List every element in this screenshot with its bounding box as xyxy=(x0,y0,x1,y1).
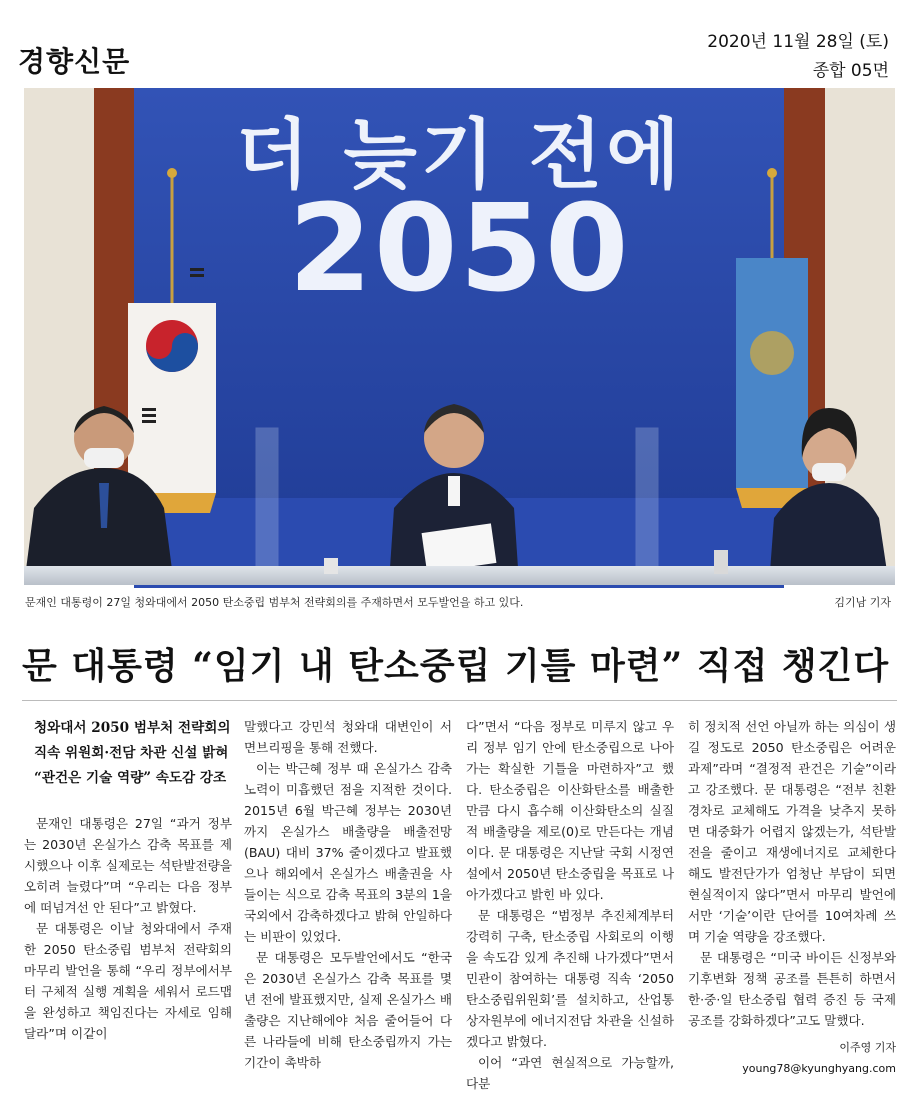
news-photo xyxy=(24,88,895,585)
paragraph: 문 대통령은 모두발언에서도 “한국은 2030년 온실가스 감축 목표를 몇 년 전에 발표했지만, 실제 온실가스 배출량은 지난해에야 처음 줄어들어 다른 나라들에 비해 탄소중립까지 가는 기간이 촉박하 xyxy=(244,950,452,1070)
paragraph: 말했다고 강민석 청와대 대변인이 서면브리핑을 통해 전했다. xyxy=(244,719,452,755)
slogan-line-1: 더 늦기 전에 xyxy=(235,110,684,199)
reporter-byline: 이주영 기자 young78@kyunghyang.com xyxy=(742,1041,896,1075)
photo-credit: 김기남 기자 xyxy=(834,596,891,609)
paragraph: 문재인 대통령은 27일 “과거 정부는 2030년 온실가스 감축 목표를 제시했으나 이후 실제로는 석탄발전량을 오히려 늘렸다”며 “우리는 다음 정부에 떠넘겨선 안 된다”고 밝혔다. xyxy=(24,816,232,915)
subheads xyxy=(34,716,232,791)
photo-caption: 문재인 대통령이 27일 청와대에서 2050 탄소중립 범부처 전략회의를 주재하면서 모두발언을 하고 있다. xyxy=(25,596,524,609)
paragraph: 이는 박근혜 정부 때 온실가스 감축 노력이 미흡했던 점을 지적한 것이다. 2015년 6월 박근혜 정부는 2030년까지 온실가스 배출량을 배출전망(BAU) 대비 37% 줄이겠다고 발표했으나 해외에서 온실가스 배출권을 사들이는 식으로 감축 목표의 3분의 1을 국외에서 감축하겠다고 밝혀 안일하다는 비판이 있었다. xyxy=(244,761,452,944)
subhead-line: 청와대서 2050 범부처 전략회의 xyxy=(34,720,231,736)
article-column-3 xyxy=(466,716,674,1094)
slogan-line-2: 2050 xyxy=(288,180,631,319)
paragraph: 문 대통령은 이날 청와대에서 주재한 2050 탄소중립 범부처 전략회의 마무리 발언을 통해 “우리 정부에서부터 구체적 실행 계획을 세워서 로드맵을 완성하고 책임진다는 자세로 임해달라”며 이같이 xyxy=(24,921,232,1041)
dateline xyxy=(707,28,889,86)
subhead-line: “관건은 기술 역량” 속도감 강조 xyxy=(34,770,227,786)
paragraph: 히 정치적 선언 아닐까 하는 의심이 생길 정도로 2050 탄소중립은 어려운 과제”라며 “결정적 관건은 기술”이라고 강조했다. 문 대통령은 “전부 친환경차로 교체해도 가격을 낮추지 못하면 대중화가 어렵지 않겠는가, 석탄발전을 줄이고 재생에너지로 교체한다 해도 발전단가가 엄청난 부담이 되면 현실적이지 않다”면서 마무리 발언에서만 ‘기술’이란 단어를 10여차례 쓰며 기술 역량을 강조했다. xyxy=(688,719,896,944)
subhead-line: 직속 위원회·전담 차관 신설 밝혀 xyxy=(34,745,229,761)
article-column-4 xyxy=(688,716,896,1079)
article-column-1 xyxy=(24,716,232,1044)
paragraph: 문 대통령은 “미국 바이든 신정부와 기후변화 정책 공조를 튼튼히 하면서 한·중·일 탄소중립 협력 증진 등 국제 공조를 강화하겠다”고도 말했다. xyxy=(688,950,896,1028)
article-column-2 xyxy=(244,716,452,1073)
headline: 문 대통령 “임기 내 탄소중립 기틀 마련” 직접 챙긴다 xyxy=(22,645,890,687)
paragraph: 이어 “과연 현실적으로 가능할까, 다분 xyxy=(466,1055,674,1091)
section-page: 종합 05면 xyxy=(812,61,889,81)
publication-date: 2020년 11월 28일 (토) xyxy=(707,32,889,52)
masthead-logo: 경향신문 xyxy=(18,45,131,78)
paragraph: 문 대통령은 “범정부 추진체계부터 강력히 구축, 탄소중립 사회로의 이행을 속도감 있게 추진해 나가겠다”면서 민관이 참여하는 대통령 직속 ‘2050 탄소중립위원회’를 설치하고, 산업통상자원부에 에너지전담 차관을 신설하겠다고 밝혔다. xyxy=(466,908,674,1049)
headline-divider xyxy=(22,700,897,701)
paragraph: 다”면서 “다음 정부로 미루지 않고 우리 정부 임기 안에 탄소중립으로 나아가는 확실한 기틀을 마련하자”고 했다. 탄소중립은 이산화탄소를 배출한 만큼 다시 흡수해 이산화탄소의 실질적 배출량을 제로(0)로 만든다는 개념이다. 문 대통령은 지난달 국회 시정연설에서 2050년 탄소중립을 목표로 나아가겠다고 밝힌 바 있다. xyxy=(466,719,674,902)
